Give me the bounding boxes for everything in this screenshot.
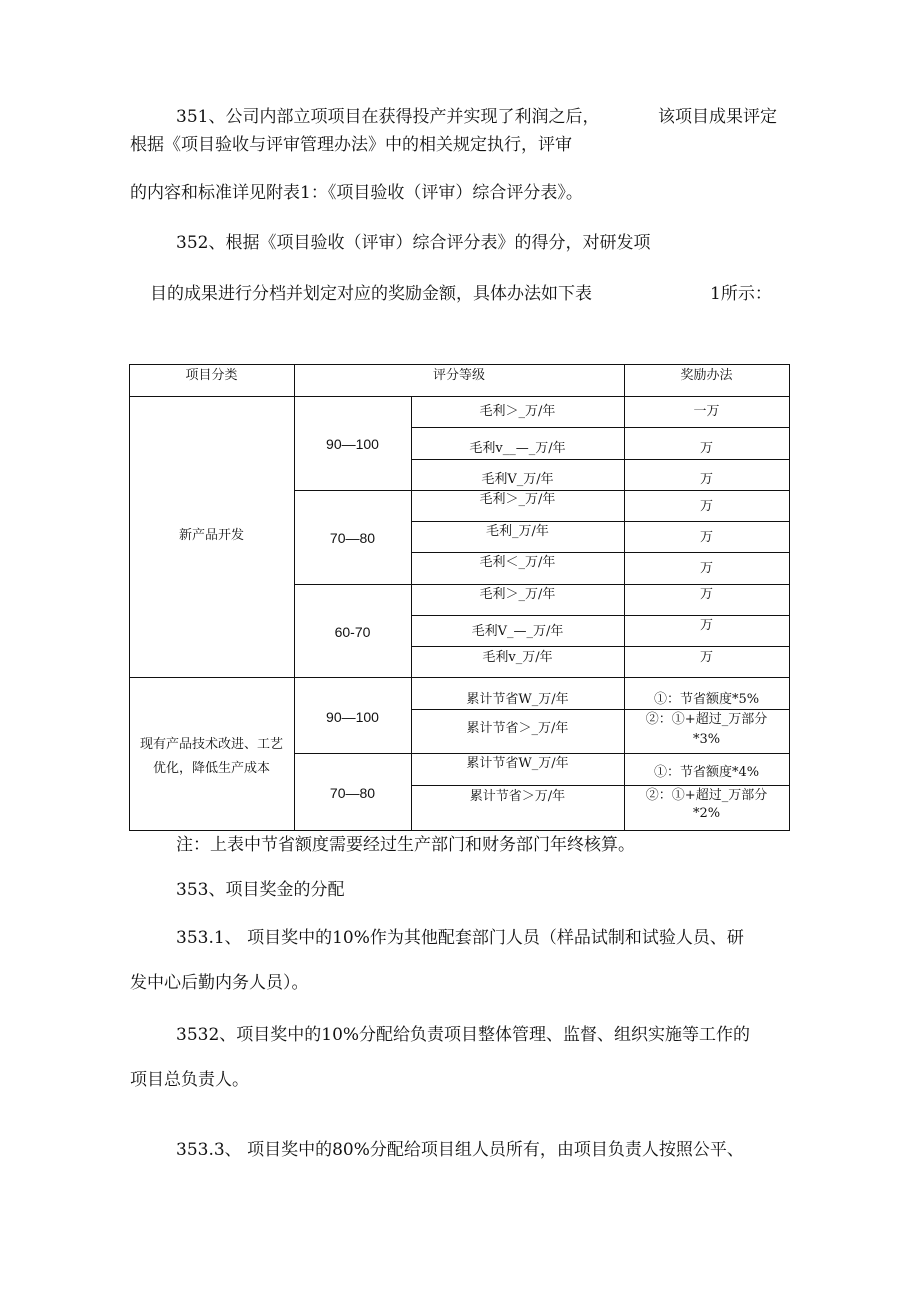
criterion-row-1: 毛利＞_万/年 [479, 404, 556, 419]
header-reward: 奖励办法 [680, 368, 733, 383]
reward-row-7: 万 [699, 587, 713, 602]
range-60-70: 60-70 [334, 624, 371, 640]
section-353-heading: 353、项目奖金的分配 [176, 880, 345, 900]
reward-row-5: 万 [699, 530, 713, 545]
paragraph-351-line1: 351、公司内部立项项目在获得投产并实现了利润之后， [176, 107, 600, 127]
reward-row-13-line1: ②：①+超过_万部分 [645, 788, 768, 803]
header-grade: 评分等级 [432, 368, 485, 383]
range-90-100-cost: 90—100 [326, 709, 379, 725]
reward-table [129, 364, 790, 831]
criterion-row-7: 毛利＞_万/年 [479, 587, 556, 602]
reward-row-10: ①：节省额度*5% [653, 692, 760, 707]
criterion-row-12: 累计节省W_万/年 [466, 756, 569, 771]
paragraph-351-line2: 根据《项目验收与评审管理办法》中的相关规定执行，评审 [130, 135, 572, 155]
paragraph-3531-line2: 发中心后勤内务人员）。 [130, 973, 309, 993]
reward-row-4: 万 [699, 499, 713, 514]
table-note: 注：上表中节省额度需要经过生产部门和财务部门年终核算。 [176, 835, 635, 855]
reward-row-13-line2: *2% [692, 806, 721, 821]
range-70-80-cost: 70—80 [329, 785, 376, 801]
category-improvement-line1: 现有产品技术改进、工艺 [139, 737, 283, 752]
range-70-80: 70—80 [329, 530, 376, 546]
reward-row-6: 万 [699, 561, 713, 576]
reward-row-9: 万 [699, 650, 713, 665]
criterion-row-8: 毛利V_—_万/年 [471, 624, 564, 639]
category-new-product: 新产品开发 [178, 528, 244, 543]
paragraph-352-line1: 352、根据《项目验收（评审）综合评分表》的得分，对研发项 [176, 233, 651, 253]
reward-row-3: 万 [699, 472, 713, 487]
category-improvement-line2: 优化，降低生产成本 [152, 761, 270, 776]
criterion-row-5: 毛利_万/年 [486, 524, 549, 539]
criterion-row-9: 毛利v_万/年 [482, 650, 553, 665]
criterion-row-4: 毛利＞_万/年 [479, 492, 556, 507]
header-category: 项目分类 [185, 368, 238, 383]
criterion-row-2: 毛利v__—_万/年 [469, 441, 566, 456]
reward-row-11-line2: *3% [692, 732, 721, 747]
reward-row-11-line1: ②：①+超过_万部分 [645, 712, 768, 727]
paragraph-3532-line1: 3532、项目奖中的10%分配给负责项目整体管理、监督、组织实施等工作的 [176, 1025, 751, 1045]
criterion-row-6: 毛利＜_万/年 [479, 555, 556, 570]
paragraph-3531-line1: 353.1、 项目奖中的10%作为其他配套部门人员（样品试制和试验人员、研 [176, 928, 744, 948]
reward-row-8: 万 [699, 618, 713, 633]
criterion-row-3: 毛利V_万/年 [481, 472, 554, 487]
reward-row-12: ①：节省额度*4% [653, 765, 760, 780]
paragraph-352-line2: 目的成果进行分档并划定对应的奖励金额，具体办法如下表 [150, 284, 592, 304]
criterion-row-11: 累计节省＞_万/年 [466, 721, 569, 736]
reward-row-1: 一万 [693, 404, 720, 419]
paragraph-352-line2-end: 1所示： [710, 284, 772, 304]
paragraph-3533-line1: 353.3、 项目奖中的80%分配给项目组人员所有，由项目负责人按照公平、 [176, 1140, 744, 1160]
reward-row-2: 万 [699, 441, 713, 456]
range-90-100: 90—100 [326, 436, 379, 452]
paragraph-3532-line2: 项目总负责人。 [130, 1070, 249, 1090]
paragraph-351-line3: 的内容和标准详见附表1：《项目验收（评审）综合评分表》。 [130, 183, 583, 203]
criterion-row-13: 累计节省＞万/年 [469, 789, 566, 804]
paragraph-351-line1-end: 该项目成果评定 [658, 107, 777, 127]
criterion-row-10: 累计节省W_万/年 [466, 692, 569, 707]
